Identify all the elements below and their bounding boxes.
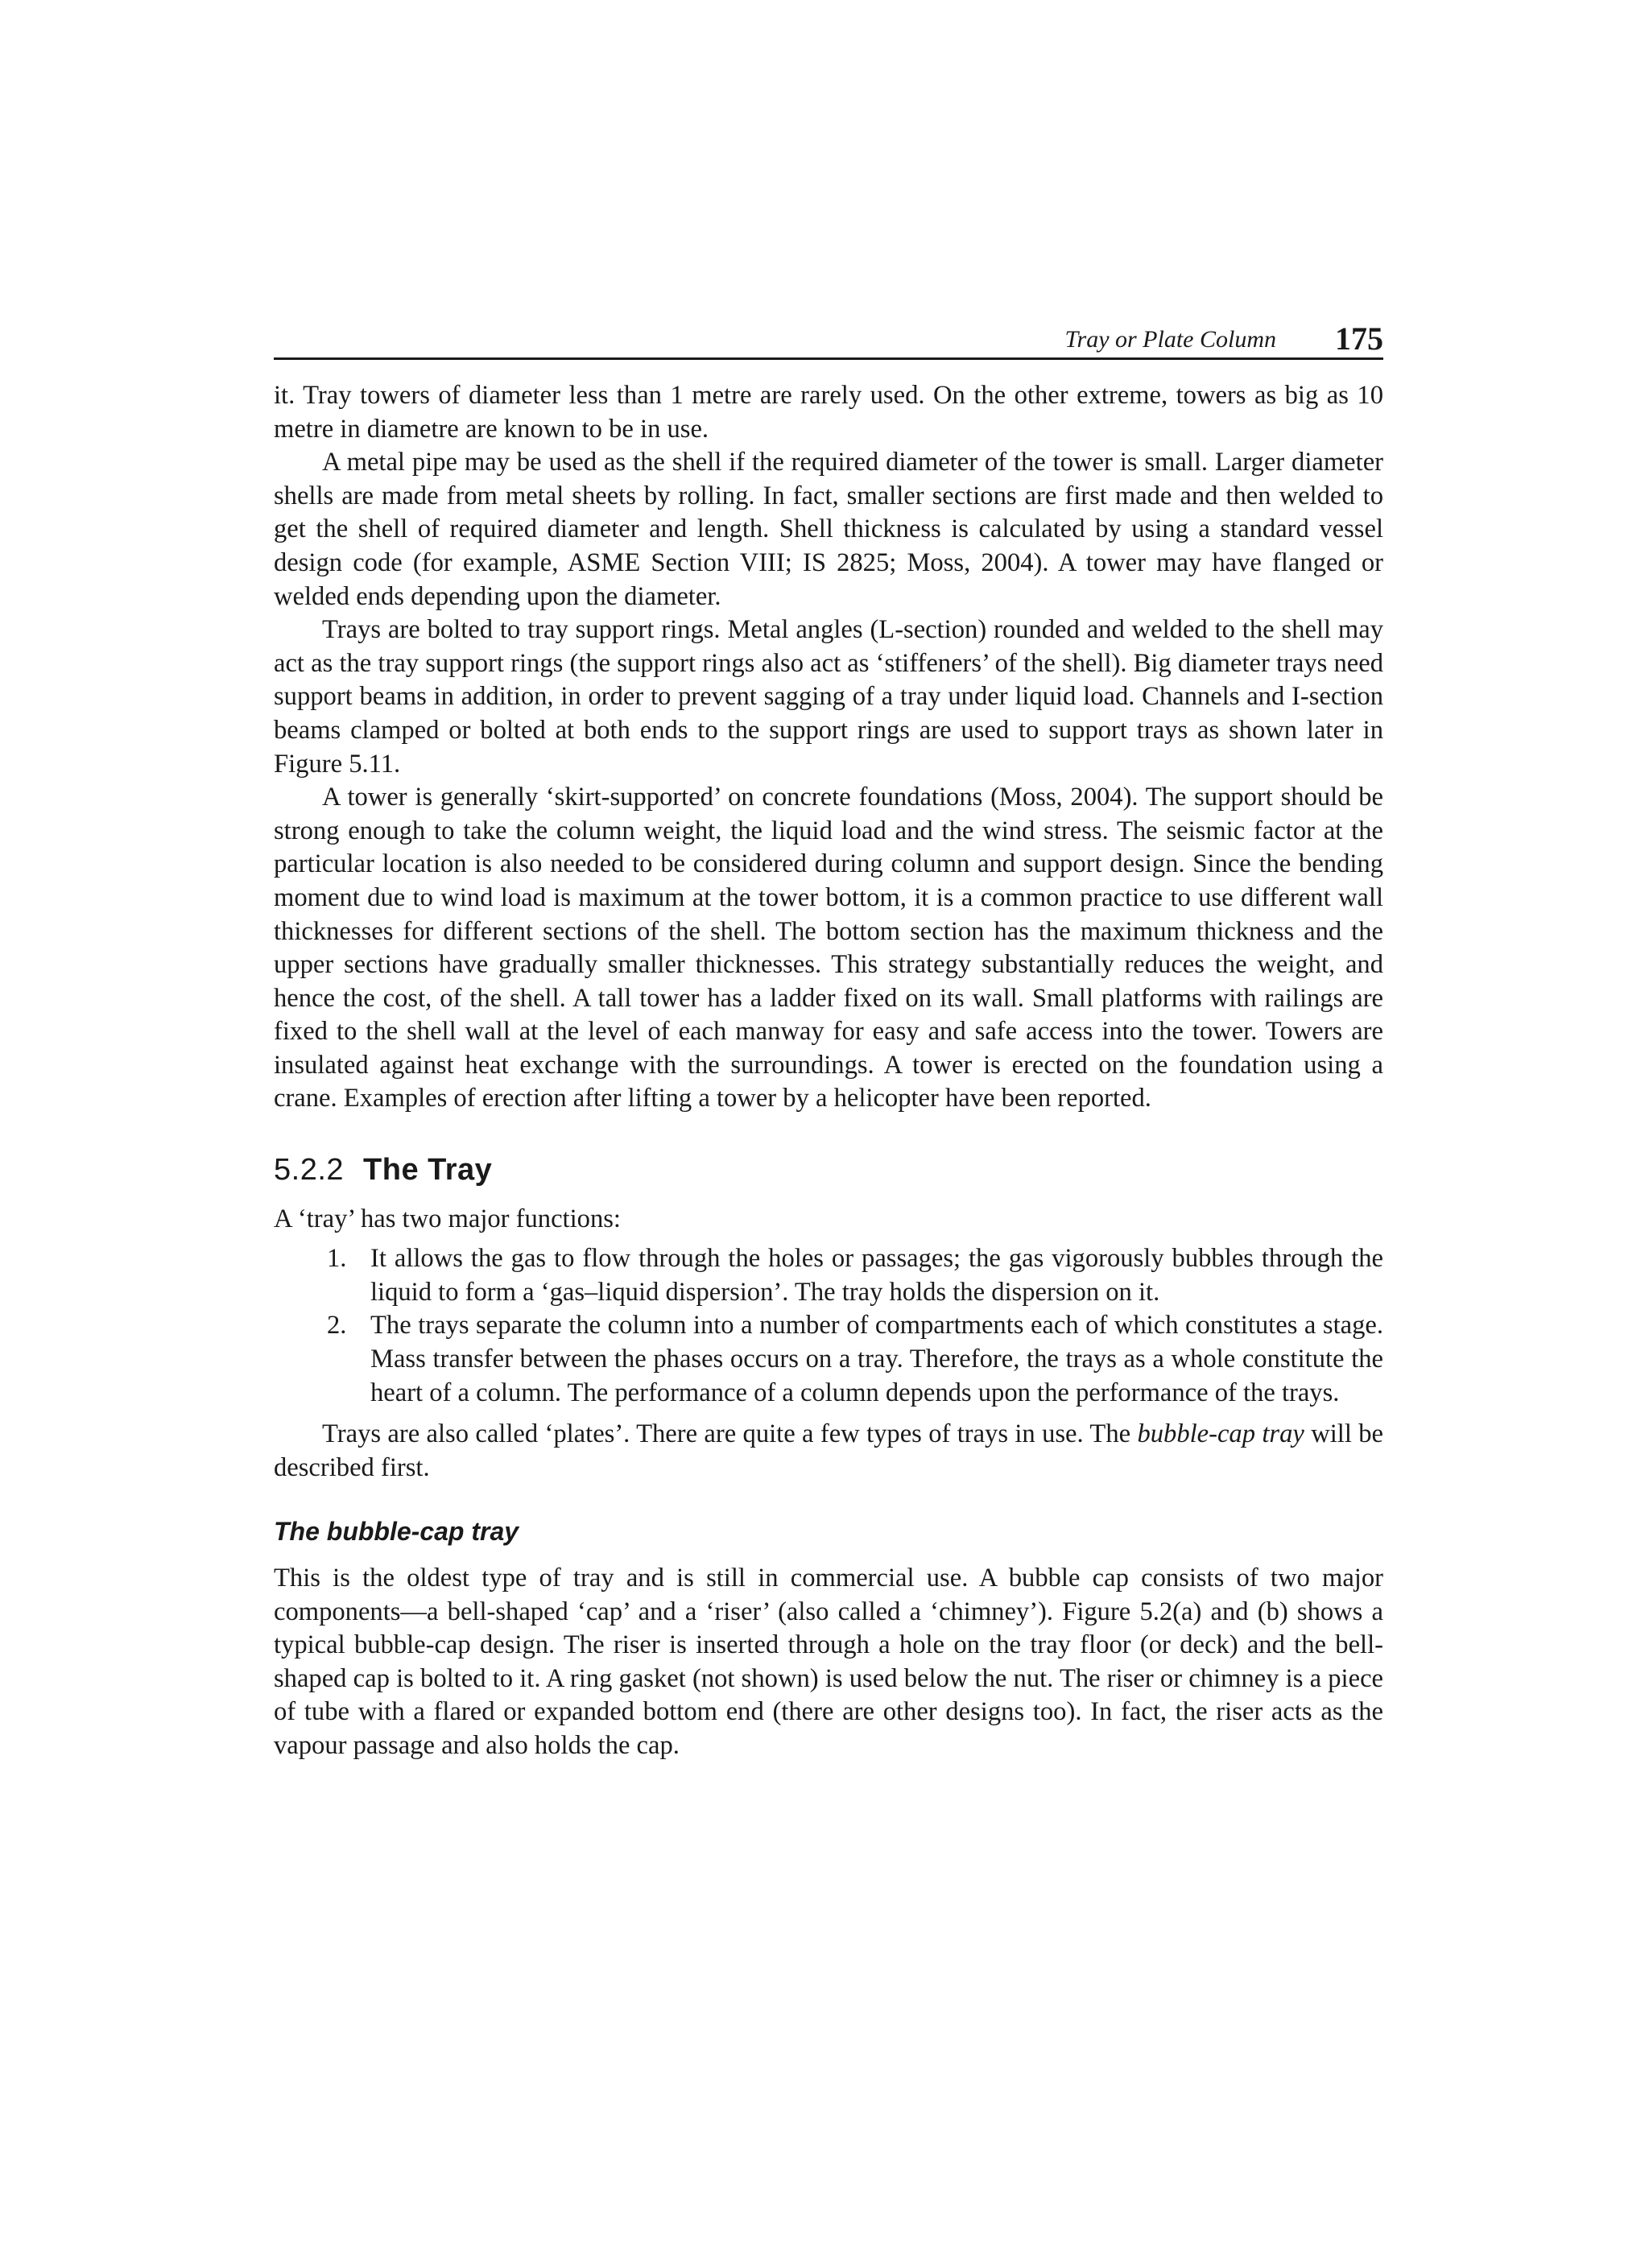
book-page <box>274 314 1383 1763</box>
list-item-text: It allows the gas to flow through the holes or passages; the gas vigorously bubbles through the liquid to form a ‘gas–liquid dispersion’. The tray holds the dispersion on it. <box>370 1244 1383 1307</box>
list-marker: 1. <box>327 1244 347 1274</box>
list-item <box>274 1309 1383 1410</box>
list-item <box>274 1242 1383 1309</box>
plates-text-post: will be described first. <box>274 1419 1384 1482</box>
running-head-title: Tray or Plate Column <box>1064 326 1276 353</box>
paragraph-plates <box>274 1418 1383 1485</box>
page-number: 175 <box>1335 320 1383 357</box>
plates-text-pre: Trays are also called ‘plates’. There are quite a few types of trays in use. The <box>322 1419 1138 1449</box>
paragraph-continuation: it. Tray towers of diameter less than 1 metre are rarely used. On the other extreme, towers as big as 10 metre in diametre are known to be in use. <box>274 381 1383 444</box>
section-intro: A ‘tray’ has two major functions: <box>274 1204 621 1233</box>
subsection-heading: The bubble-cap tray <box>274 1517 519 1547</box>
paragraph-support-rings: Trays are bolted to tray support rings. Metal angles (L-section) rounded and welded to the shell may act as the tray support rings (the support rings also act as ‘stiffeners’ of the shell). Big diameter trays need support beams in addition, in order to prevent sagging of a tray under liquid load. Channels and I-section beams clamped or bolted at both ends to the support rings are used to support trays as shown later in Figure 5.11. <box>274 615 1383 779</box>
list-marker: 2. <box>327 1311 347 1341</box>
paragraph-bubble-cap: This is the oldest type of tray and is still in commercial use. A bubble cap consists of two major components—a bell-shaped ‘cap’ and a ‘riser’ (also called a ‘chimney’). Figure 5.2(a) and (b) shows a typical bubble-cap design. The riser is inserted through a hole on the tray floor (or deck) and the bell-shaped cap is bolted to it. A ring gasket (not shown) is used below the nut. The riser or chimney is a piece of tube with a flared or expanded bottom end (there are other designs too). In fact, the riser acts as the vapour passage and also holds the cap. <box>274 1564 1383 1760</box>
body-text <box>274 379 1383 1763</box>
paragraph-shell: A metal pipe may be used as the shell if the required diameter of the tower is small. Larger diameter shells are made from metal sheets by rolling. In fact, smaller sections are first made and then welded to get the shell of required diameter and length. Shell thickness is calculated by using a standard vessel design code (for example, ASME Section VIII; IS 2825; Moss, 2004). A tower may have flanged or welded ends depending upon the diameter. <box>274 448 1383 611</box>
section-title: The Tray <box>363 1153 493 1188</box>
paragraph-skirt-support: A tower is generally ‘skirt-supported’ on concrete foundations (Moss, 2004). The support should be strong enough to take the column weight, the liquid load and the wind stress. The seismic factor at the particular location is also needed to be considered during column and support design. Since the bending moment due to wind load is maximum at the tower bottom, it is a common practice to use different wall thicknesses for different sections of the shell. The bottom section has the maximum thickness and the upper sections have gradually smaller thicknesses. This strategy substantially reduces the weight, and hence the cost, of the shell. A tall tower has a ladder fixed on its wall. Small platforms with railings are fixed to the shell wall at the level of each manway for easy and safe access into the tower. Towers are insulated against heat exchange with the surroundings. A tower is erected on the foundation using a crane. Examples of erection after lifting a tower by a helicopter have been reported. <box>274 783 1383 1113</box>
plates-text-emphasis: bubble-cap tray <box>1137 1419 1304 1449</box>
section-number: 5.2.2 <box>274 1153 345 1188</box>
running-head <box>274 314 1383 360</box>
functions-list <box>274 1242 1383 1410</box>
list-item-text: The trays separate the column into a number of compartments each of which constitutes a stage. Mass transfer between the phases occurs on a tray. Therefore, the trays as a whole constitute the heart of a column. The performance of a column depends upon the performance of the trays. <box>370 1311 1383 1407</box>
section-heading <box>274 1154 1383 1188</box>
